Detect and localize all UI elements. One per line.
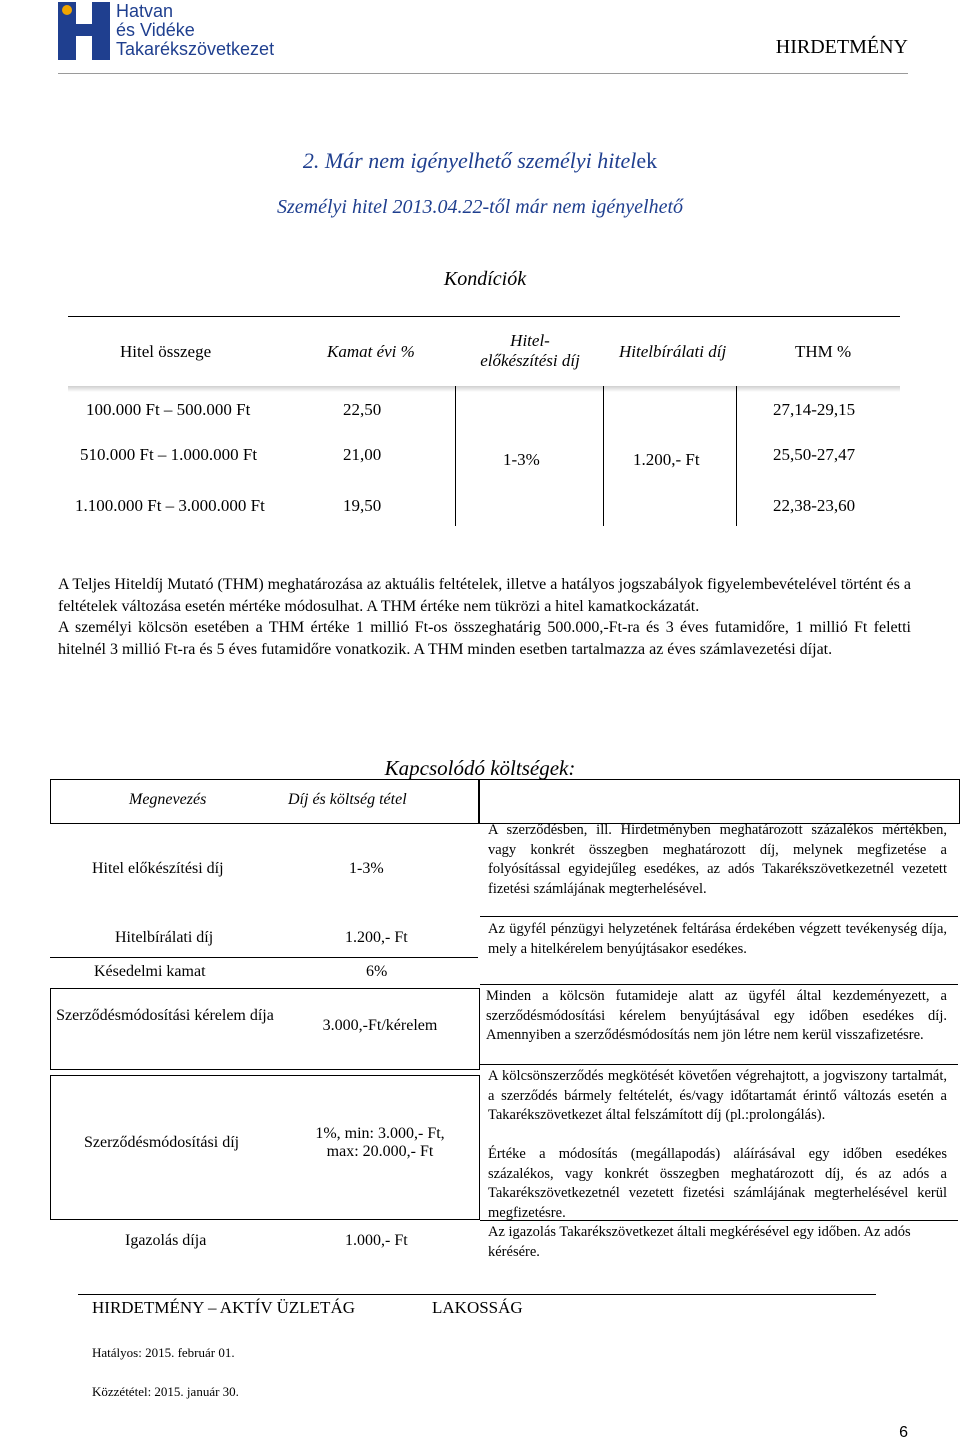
costs-col-name: Megnevezés [129,791,207,808]
row-1-rate: 22,50 [343,400,382,419]
cost-fee-certificate: 1.000,- Ft [345,1232,408,1249]
cost-fee-assess-fee: 1.200,- Ft [345,929,408,946]
col-header-rate: Kamat évi % [327,342,415,361]
section-title-suffix: ek [636,148,658,173]
cost-desc-mod-request: Minden a kölcsön futamideje alatt az ügyfél által kezdeményezett, a szerződésmódosítási kérelem benyújtásával egy időben esedékes díj. Amennyiben a szerződésmódosítás nem jön létre nem kerül visszafizetésre. [486,988,947,1043]
costs-desc-divider-3 [480,1064,958,1065]
costs-heading: Kapcsolódó költségek: [384,756,576,780]
cost-desc-mod-fee-2: Értéke a módosítás (megállapodás) aláírásával egy időben esedékes százalékos, vagy konkrét összegben meghatározott díj, és az adós a Takarékszövetkezetnél vezetett fizetési számlájának megterhelésével kerül megfizetésre. [488,1146,947,1221]
section-title [0,148,960,174]
cost-desc-assess-fee: Az ügyfél pénzügyi helyzetének feltárása érdekében végzett tevékenység díja, mely a hitelkérelem benyújtásakor esedékes. [488,921,947,957]
header-divider [58,73,908,74]
footer-segment: LAKOSSÁG [432,1298,523,1317]
costs-desc-divider-1 [480,916,958,917]
cost-fee-late-interest: 6% [366,963,388,980]
section-title-main: 2. Már nem igényelhető személyi hitel [302,148,637,173]
cost-desc-mod-fee-1: A kölcsönszerződés megkötését követően végrehajtott, a jogviszony tartalmát, a szerződés bármely feltételét, és/vagy időtartamát érintő változás esetén a Takarékszövetkezet által felszámított díj (pl.:prolongálás). [488,1068,947,1123]
costs-row-divider-1 [50,957,478,958]
conditions-table-header-shadow [68,386,900,392]
assess-fee-value: 1.200,- Ft [633,450,700,469]
cost-fee-mod-fee: 1%, min: 3.000,- Ft, max: 20.000,- Ft [315,1125,445,1160]
cost-fee-prep-fee: 1-3% [349,860,384,877]
costs-desc-divider-4 [480,1220,958,1221]
footer-published-date: Közzététel: 2015. január 30. [92,1384,239,1399]
row-1-amount: 100.000 Ft – 500.000 Ft [86,400,251,419]
row-2-rate: 21,00 [343,445,382,464]
costs-desc-divider-2 [480,984,958,985]
conditions-table-divider-right [736,386,737,526]
conditions-table-divider-left [455,386,456,526]
cost-name-prep-fee: Hitel előkészítési díj [92,860,224,877]
cost-name-mod-request: Szerződésmódosítási kérelem díja [56,1007,274,1024]
cost-fee-mod-request: 3.000,-Ft/kérelem [322,1017,438,1034]
cost-name-mod-fee: Szerződésmódosítási díj [84,1134,240,1151]
cost-desc-certificate: Az igazolás Takarékszövetkezet általi megkérésével egy időben. Az adós kérésére. [488,1224,911,1260]
thm-notice-p2: A személyi kölcsön esetében a THM értéke 1 millió Ft-os összeghatárig 500.000,-Ft-ra és 3 éves futamidőre, 1 millió Ft feletti hitelnél 3 millió Ft-ra és 5 éves futamidőre vonatkozik. A THM minden esetben tartalmazza az éves számlavezetési díjat. [58,619,911,658]
col-header-amount: Hitel összege [120,342,212,361]
row-2-amount: 510.000 Ft – 1.000.000 Ft [80,445,258,464]
footer-effective-date: Hatályos: 2015. február 01. [92,1345,235,1360]
section-subtitle: Személyi hitel 2013.04.22-től már nem igényelhető [276,196,683,218]
logo-line-3: Takarékszövetkezet [116,39,275,59]
prep-fee-value: 1-3% [503,450,540,469]
costs-desc-header-box [478,779,960,824]
logo-line-2: és Vidéke [116,20,195,40]
cost-name-certificate: Igazolás díja [125,1232,207,1249]
conditions-heading: Kondíciók [443,268,527,290]
row-2-thm: 25,50-27,47 [773,445,856,464]
logo-line-1: Hatvan [116,1,174,21]
costs-col-fee: Díj és költség tétel [288,791,407,808]
footer-title: HIRDETMÉNY – AKTÍV ÜZLETÁG [92,1298,355,1317]
page-number: 6 [899,1424,908,1441]
row-3-thm: 22,38-23,60 [773,496,856,515]
col-header-prep-fee-line2: előkészítési díj [480,351,580,370]
col-header-thm: THM % [795,342,852,361]
row-3-amount: 1.100.000 Ft – 3.000.000 Ft [75,496,265,515]
footer-divider [78,1294,876,1295]
header-title: HIRDETMÉNY [775,36,908,58]
col-header-prep-fee [460,331,600,371]
thm-notice-p1: A Teljes Hiteldíj Mutató (THM) meghatározása az aktuális feltételek, illetve a hatályos jogszabályok figyelembevételével történt és a feltételek változása esetén mértéke módosulhat. A THM értéke nem tükrözi a hitel kamatkockázatát. [58,576,911,615]
col-header-assess-fee: Hitelbírálati díj [619,342,727,361]
cost-name-assess-fee: Hitelbírálati díj [115,929,214,946]
logo-text [116,2,274,59]
cost-name-late-interest: Késedelmi kamat [94,963,206,980]
col-header-prep-fee-line1: Hitel- [510,331,550,350]
conditions-table-divider-mid [603,386,604,526]
row-3-rate: 19,50 [343,496,382,515]
cost-desc-prep-fee: A szerződésben, ill. Hirdetményben meghatározott százalékos mértékben, vagy konkrét összegben meghatározott díj, melynek megfizetése a folyósítással egyidejűleg esedékes, az adós Takarékszövetkezetnél vezetett fizetési számlájának megterhelésével. [488,822,947,897]
row-1-thm: 27,14-29,15 [773,400,856,419]
costs-header-box [50,779,480,824]
thm-notice [58,574,911,660]
